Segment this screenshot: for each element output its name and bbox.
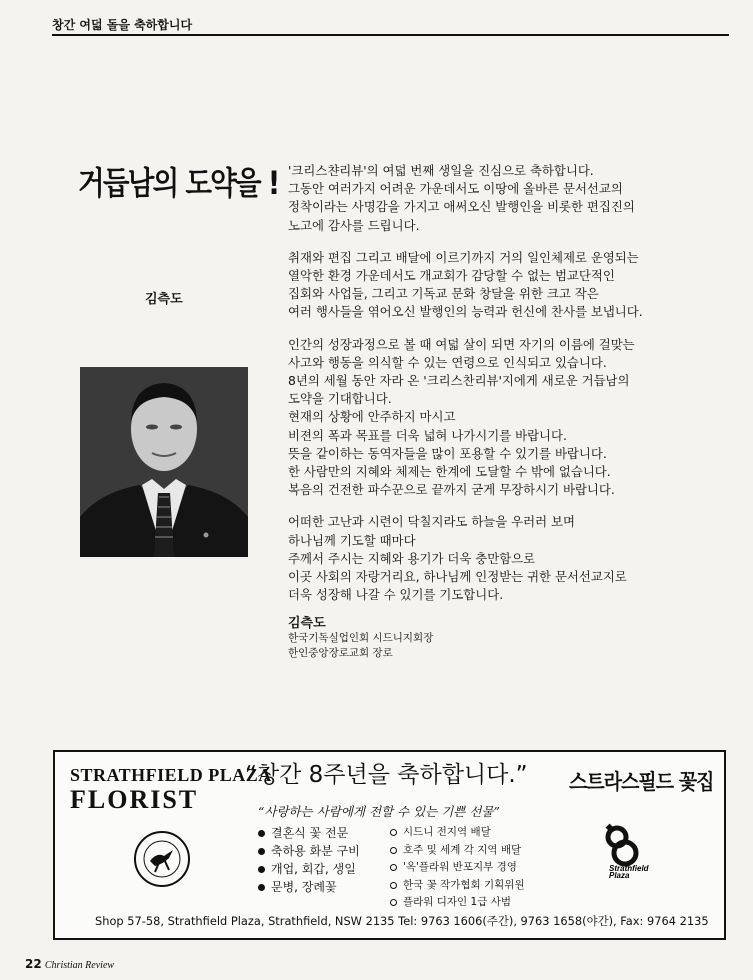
ad-services-list <box>258 824 360 896</box>
ad-brand-line2: FLORIST <box>70 785 199 814</box>
list-item: 호주 및 세계 각 지역 배달 <box>390 842 525 860</box>
section-header <box>52 14 729 36</box>
magazine-name: Christian Review <box>44 960 115 971</box>
list-item: 문병, 장례꽃 <box>258 878 360 896</box>
signature-name: 김측도 <box>288 616 326 631</box>
author-photo <box>80 367 248 557</box>
bullet-icon <box>258 848 265 855</box>
ad-korean-name: 스트라스필드 꽃집 <box>569 770 714 794</box>
ad-address: Shop 57-58, Strathfield Plaza, Strathfield, NSW 2135 Tel: 9763 1606(주간), 9763 1658(야간), Fax: 9764 2135 <box>95 914 709 928</box>
interflora-emblem-icon <box>133 830 191 888</box>
page-footer <box>25 957 114 971</box>
list-item: 결혼식 꽃 전문 <box>258 824 360 842</box>
bullet-icon <box>258 866 265 873</box>
svg-text:Plaza: Plaza <box>609 871 630 879</box>
bullet-icon <box>258 884 265 891</box>
article-title: 거듭남의 도약을 ! <box>78 164 279 202</box>
circle-bullet-icon <box>390 829 397 836</box>
bullet-icon <box>258 830 265 837</box>
ad-tagline: “사랑하는 사람에게 전할 수 있는 기쁜 선물” <box>258 804 500 819</box>
ad-slogan: “창간 8주년을 축하합니다.” <box>245 762 528 788</box>
ad-features-list <box>390 824 525 912</box>
page-number: 22 <box>25 957 42 971</box>
paragraph: '크리스챤리뷰'의 여덟 번째 생일을 진심으로 축하합니다. 그동안 여러가지 어려운 가운데서도 이땅에 올바른 문서선교의 정착이라는 사명감을 가지고 애써오신 발행인을 비롯한 편집진의 노고에 감사를 드립니다. <box>288 163 635 233</box>
section-header-text: 창간 여덟 돌을 축하합니다 <box>52 18 193 32</box>
paragraph: 어떠한 고난과 시련이 닥칠지라도 하늘을 우러러 보며 하나님께 기도할 때마다 주께서 주시는 지혜와 용기가 더욱 충만함으로 이곳 사회의 자랑거리요, 하나님께 인정받는 귀한 문서선교지로 더욱 성장해 나갈 수 있기를 기도합니다. <box>288 514 627 603</box>
list-item: 개업, 회갑, 생일 <box>258 860 360 878</box>
signature-title-1: 한국기독실업인회 시드니지회장 <box>288 632 434 644</box>
florist-advertisement <box>53 750 726 940</box>
circle-bullet-icon <box>390 864 397 871</box>
article-body <box>288 162 728 618</box>
list-item: 한국 꽃 작가협회 기획위원 <box>390 877 525 895</box>
signature-title-2: 한인중앙장로교회 장로 <box>288 647 393 659</box>
list-item: '옥'플라워 반포지부 경영 <box>390 859 525 877</box>
paragraph: 인간의 성장과정으로 볼 때 여덟 살이 되면 자기의 이름에 걸맞는 사고와 행동을 의식할 수 있는 연령으로 인식되고 있습니다. 8년의 세월 동안 자라 온 '크리스찬리뷰'지에게 새로운 거듭남의 도약을 기대합니다. 현재의 상황에 안주하지 마시고 비젼의 폭과 목표를 더욱 넓혀 나가시기를 바랍니다. 뜻을 같이하는 동역자들을 많이 포용할 수 있기를 바랍니다. 한 사람만의 지혜와 체제는 한계에 도달할 수 밖에 없습니다. 복음의 건전한 파수꾼으로 끝까지 굳게 무장하시기 바랍니다. <box>288 336 635 498</box>
circle-bullet-icon <box>390 899 397 906</box>
list-item: 시드니 전지역 배달 <box>390 824 525 842</box>
ad-brand-line1: STRATHFIELD PLAZA <box>70 765 272 785</box>
svg-text:Strathfield: Strathfield <box>609 864 649 873</box>
circle-bullet-icon <box>390 847 397 854</box>
author-name: 김측도 <box>145 292 183 307</box>
list-item: 플라워 디자인 1급 사범 <box>390 894 525 912</box>
circle-bullet-icon <box>390 882 397 889</box>
paragraph: 취재와 편집 그리고 배달에 이르기까지 거의 일인체제로 운영되는 열악한 환경 가운데서도 개교회가 감당할 수 없는 범교단적인 집회와 사업들, 그리고 기독교 문화 창달을 위한 크고 작은 여러 행사들을 엮어오신 발행인의 능력과 헌신에 찬사를 보냅니다. <box>288 249 643 320</box>
list-item: 축하용 화분 구비 <box>258 842 360 860</box>
strathfield-plaza-logo-icon <box>595 823 665 879</box>
